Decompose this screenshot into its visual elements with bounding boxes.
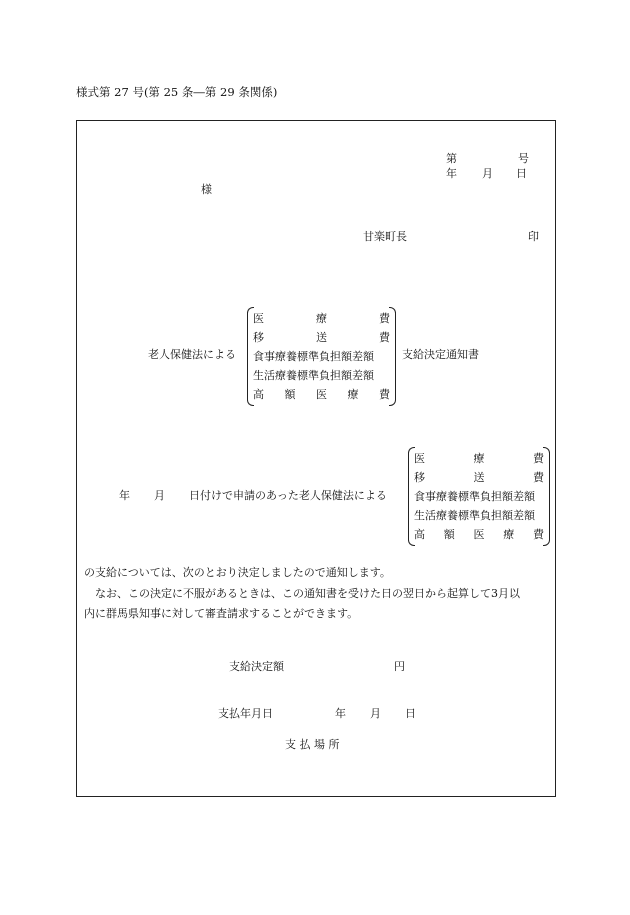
application-item-text: 送: [473, 471, 485, 484]
title-item-text: 費: [379, 388, 390, 401]
body-line-2: なお、この決定に不服があるときは、この通知書を受けた日の翌日から起算して3月以: [95, 587, 520, 600]
application-month: 月: [154, 489, 165, 502]
title-item-text: 医: [316, 388, 327, 401]
application-item-medical: [414, 449, 544, 468]
date-month: 月: [482, 167, 493, 180]
title-item-text: 移: [253, 331, 264, 344]
application-item-text: 療: [473, 452, 485, 465]
title-brace-list: [247, 307, 396, 406]
application-item-text: 医: [473, 528, 485, 541]
application-item-text: 療: [503, 528, 515, 541]
title-item-meal: [253, 347, 390, 366]
number-dai: 第: [446, 152, 457, 165]
title-item-text: 送: [316, 331, 327, 344]
application-item-text: 医: [414, 452, 425, 465]
application-item-text: 生活療養標準負担額差額: [414, 509, 535, 522]
title-item-medical: [253, 309, 390, 328]
body-line-1: の支給については、次のとおり決定しましたので通知します。: [84, 566, 391, 579]
date-year: 年: [446, 167, 457, 180]
date-day: 日: [516, 167, 527, 180]
title-item-text: 医: [253, 312, 264, 325]
application-year: 年: [119, 489, 130, 502]
application-item-text: 高: [414, 528, 425, 541]
title-item-text: 高: [253, 388, 264, 401]
payment-date-label: 支払年月日: [218, 707, 273, 720]
application-text: 日付けで申請のあった老人保健法による: [189, 489, 387, 502]
payment-place-label: 支 払 場 所: [285, 738, 340, 751]
application-item-text: 費: [533, 471, 544, 484]
title-item-text: 食事療養標準負担額差額: [253, 350, 374, 363]
body-line-3: 内に群馬県知事に対して審査請求することができます。: [84, 607, 359, 620]
application-item-text: 費: [533, 528, 544, 541]
title-item-high-cost: [253, 385, 390, 404]
application-item-living: [414, 506, 544, 525]
title-item-text: 療: [347, 388, 359, 401]
application-item-transport: [414, 468, 544, 487]
application-brace-list: [408, 447, 550, 546]
application-item-text: 食事療養標準負担額差額: [414, 490, 535, 503]
title-item-text: 費: [379, 312, 390, 325]
issuer-name: 甘楽町長: [363, 230, 407, 243]
title-item-text: 療: [316, 312, 327, 325]
payment-date-day: 日: [405, 707, 416, 720]
application-item-text: 額: [443, 528, 455, 541]
title-item-living: [253, 366, 390, 385]
recipient-sama: 様: [201, 183, 212, 196]
application-item-meal: [414, 487, 544, 506]
title-item-text: 費: [379, 331, 390, 344]
title-prefix: 老人保健法による: [148, 348, 236, 361]
payment-date-year: 年: [335, 707, 346, 720]
application-item-text: 費: [533, 452, 544, 465]
amount-unit: 円: [394, 660, 405, 673]
seal-mark: 印: [528, 230, 539, 243]
form-heading: 様式第 27 号(第 25 条―第 29 条関係): [76, 85, 278, 99]
title-item-text: 生活療養標準負担額差額: [253, 369, 374, 382]
title-item-transport: [253, 328, 390, 347]
amount-label: 支給決定額: [229, 660, 284, 673]
application-item-high-cost: [414, 525, 544, 544]
title-item-text: 額: [284, 388, 296, 401]
number-go: 号: [518, 152, 529, 165]
payment-date-month: 月: [370, 707, 381, 720]
application-item-text: 移: [414, 471, 425, 484]
title-suffix: 支給決定通知書: [402, 348, 479, 361]
